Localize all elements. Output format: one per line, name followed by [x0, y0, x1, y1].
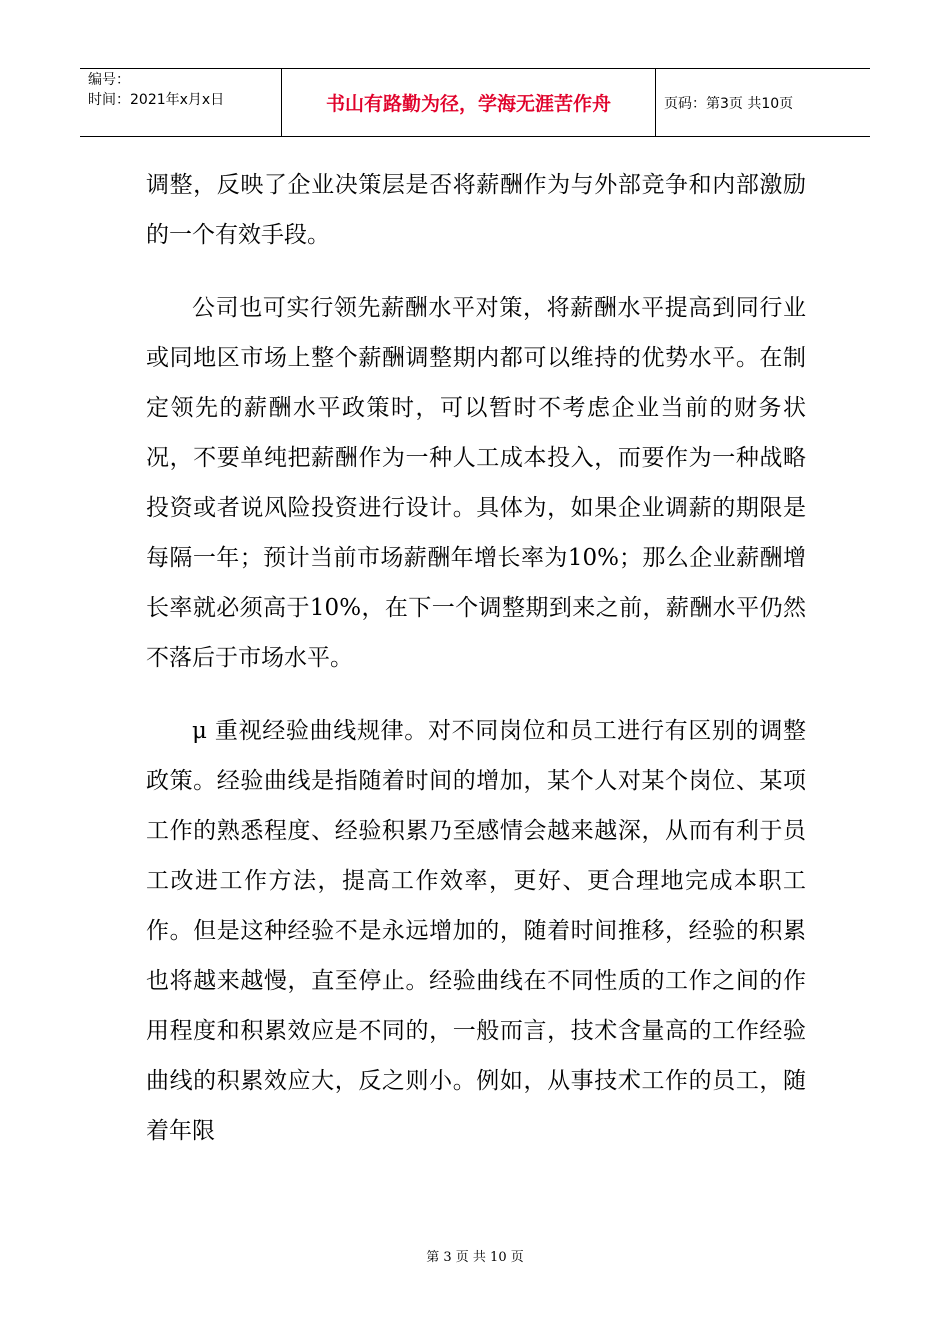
paragraph-experience-curve: μ 重视经验曲线规律。对不同岗位和员工进行有区别的调整政策。经验曲线是指随着时间的增加，某个人对某个岗位、某项工作的熟悉程度、经验积累乃至感情会越来越深，从而有利于员工改进工作方法，提高工作效率，更好、更合理地完成本职工作。但是这种经验不是永远增加的，随着时间推移，经验的积累也将越来越慢，直至停止。经验曲线在不同性质的工作之间的作用程度和积累效应是不同的，一般而言，技术含量高的工作经验曲线的积累效应大，反之则小。例如，从事技术工作的员工，随着年限 [146, 718, 806, 1144]
paragraph-continued: 调整，反映了企业决策层是否将薪酬作为与外部竞争和内部激励的一个有效手段。 [146, 172, 806, 248]
header-time-label: 时间：2021年x月x日 [88, 92, 225, 108]
document-body [146, 160, 806, 1179]
paragraph-leading-salary-policy: 公司也可实行领先薪酬水平对策，将薪酬水平提高到同行业或同地区市场上整个薪酬调整期内都可以维持的优势水平。在制定领先的薪酬水平政策时，可以暂时不考虑企业当前的财务状况，不要单纯把薪酬作为一种人工成本投入，而要作为一种战略投资或者说风险投资进行设计。具体为，如果企业调薪的期限是每隔一年；预计当前市场薪酬年增长率为10%；那么企业薪酬增长率就必须高于10%，在下一个调整期到来之前，薪酬水平仍然不落后于市场水平。 [146, 295, 806, 671]
header-number-label: 编号： [88, 72, 130, 88]
header-divider-right [655, 68, 656, 137]
header-page-label: 页码：第3页 共10页 [664, 95, 794, 112]
header-motto: 书山有路勤为径，学海无涯苦作舟 [325, 93, 611, 115]
page-footer: 第 3 页 共 10 页 [426, 1250, 524, 1265]
header-meta [88, 70, 224, 110]
